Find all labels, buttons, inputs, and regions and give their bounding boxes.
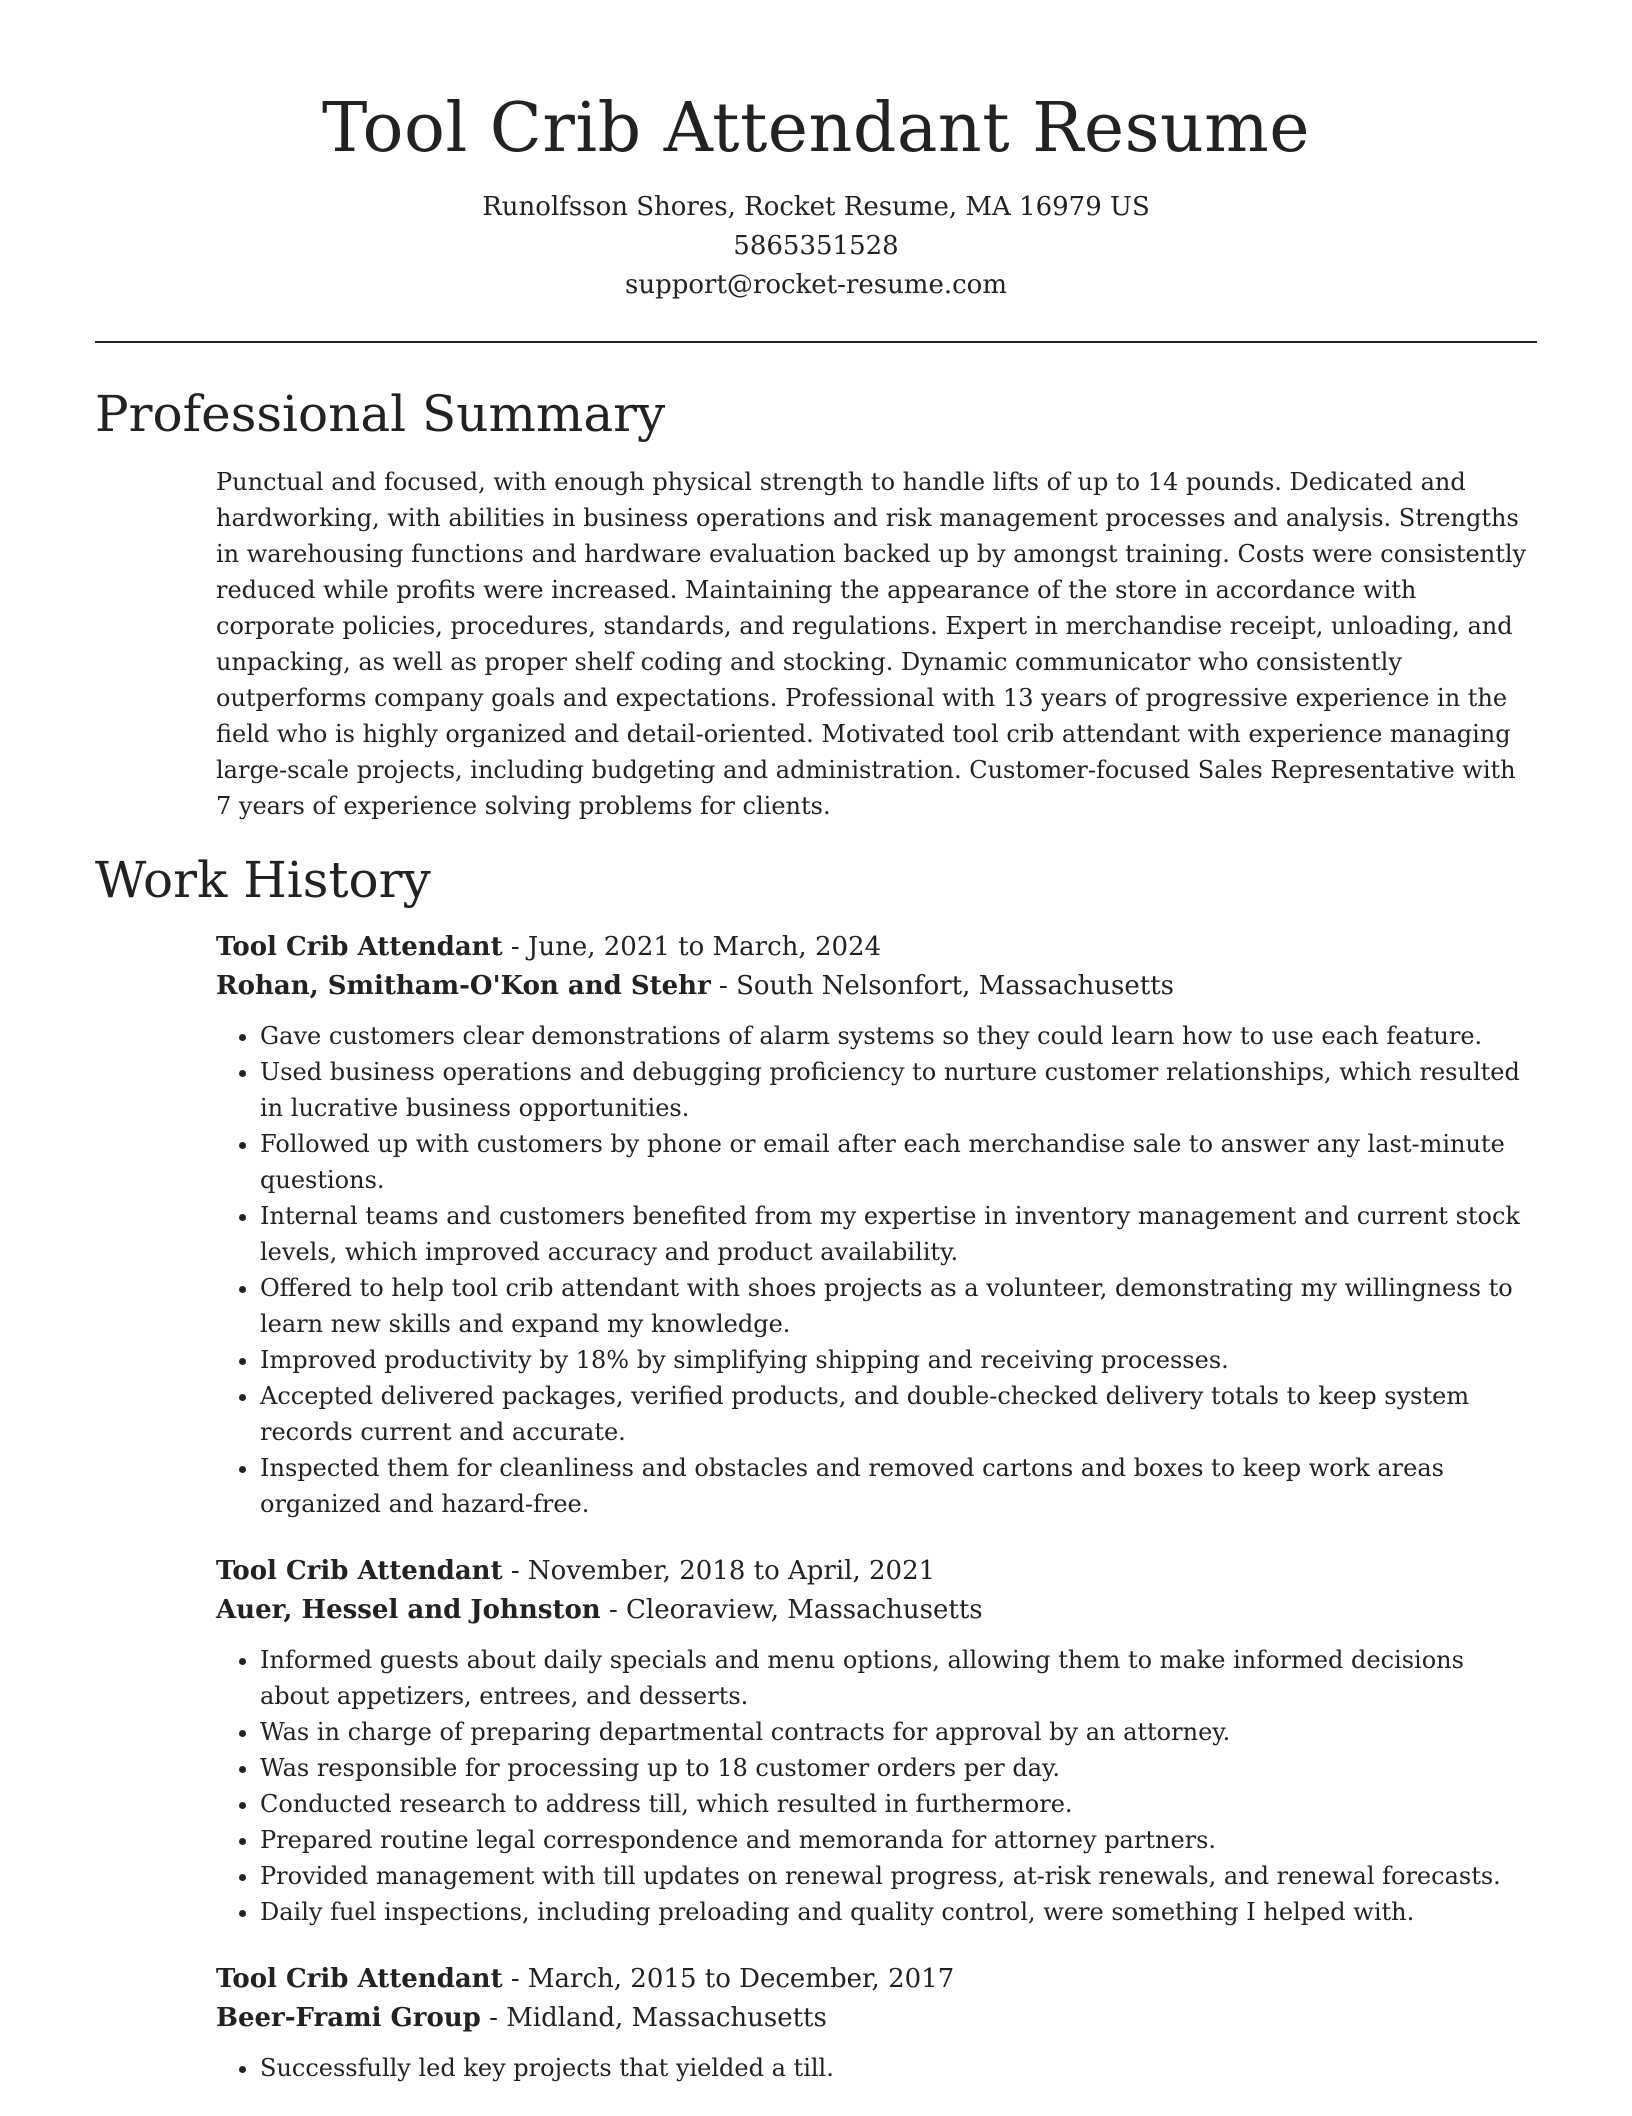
job-company-line	[216, 1591, 1538, 1630]
job-bullets	[216, 1642, 1538, 1930]
job-title-line	[216, 928, 1538, 967]
job-entry	[216, 1552, 1538, 1930]
job-bullet: • Provided management with till updates on renewal progress, at-risk renewals, and renewal forecasts.	[260, 1858, 1538, 1894]
summary-text: Punctual and focused, with enough physical strength to handle lifts of up to 14 pounds. Dedicated and hardworking, with abilities in business operations and risk management processes and analysis. Strengths in warehousing functions and hardware evaluation backed up by amongst training. Costs were consistently reduced while profits were increased. Maintaining the appearance of the store in accordance with corporate policies, procedures, standards, and regulations. Expert in merchandise receipt, unloading, and unpacking, as well as proper shelf coding and stocking. Dynamic communicator who consistently outperforms company goals and expectations. Professional with 13 years of progressive experience in the field who is highly organized and detail-oriented. Motivated tool crib attendant with experience managing large-scale projects, including budgeting and administration. Customer-focused Sales Representative with 7 years of experience solving problems for clients.	[216, 468, 1527, 820]
job-bullet: • Was in charge of preparing departmental contracts for approval by an attorney.	[260, 1714, 1538, 1750]
job-company: Rohan, Smitham-O'Kon and Stehr	[216, 971, 711, 1001]
contact-address: Runolfsson Shores, Rocket Resume, MA 16979 US	[482, 192, 1150, 222]
job-bullet: • Accepted delivered packages, verified products, and double-checked delivery totals to keep system records current and accurate.	[260, 1378, 1538, 1450]
header-divider	[95, 341, 1537, 343]
job-company-line	[216, 1999, 1538, 2038]
work-history	[216, 928, 1538, 2116]
job-title: Tool Crib Attendant	[216, 1964, 503, 1994]
job-bullets	[216, 2050, 1538, 2086]
job-bullet: • Followed up with customers by phone or email after each merchandise sale to answer any last-minute questions.	[260, 1126, 1538, 1198]
job-company: Auer, Hessel and Johnston	[216, 1595, 601, 1625]
job-bullet: • Prepared routine legal correspondence and memoranda for attorney partners.	[260, 1822, 1538, 1858]
job-bullet: • Successfully led key projects that yielded a till.	[260, 2050, 1538, 2086]
job-title: Tool Crib Attendant	[216, 1556, 503, 1586]
contact-info	[0, 188, 1632, 305]
job-bullets	[216, 1018, 1538, 1522]
job-bullet: • Daily fuel inspections, including preloading and quality control, were something I helped with.	[260, 1894, 1538, 1930]
resume-title: Tool Crib Attendant Resume	[321, 89, 1310, 168]
job-bullet: • Improved productivity by 18% by simplifying shipping and receiving processes.	[260, 1342, 1538, 1378]
job-entry	[216, 1960, 1538, 2086]
job-bullet: • Offered to help tool crib attendant with shoes projects as a volunteer, demonstrating my willingness to learn new skills and expand my knowledge.	[260, 1270, 1538, 1342]
job-company: Beer-Frami Group	[216, 2003, 481, 2033]
job-title-line	[216, 1552, 1538, 1591]
job-bullet: • Internal teams and customers benefited from my expertise in inventory management and current stock levels, which improved accuracy and product availability.	[260, 1198, 1538, 1270]
job-bullet: • Conducted research to address till, which resulted in furthermore.	[260, 1786, 1538, 1822]
job-bullet: • Used business operations and debugging proficiency to nurture customer relationships, which resulted in lucrative business opportunities.	[260, 1054, 1538, 1126]
job-location: - Midland, Massachusetts	[480, 2003, 827, 2033]
job-bullet: • Inspected them for cleanliness and obstacles and removed cartons and boxes to keep work areas organized and hazard-free.	[260, 1450, 1538, 1522]
contact-email: support@rocket-resume.com	[624, 270, 1007, 300]
job-location: - Cleoraview, Massachusetts	[600, 1595, 983, 1625]
job-dates: - November, 2018 to April, 2021	[502, 1556, 936, 1586]
work-history-heading: Work History	[95, 851, 431, 909]
job-dates: - March, 2015 to December, 2017	[502, 1964, 955, 1994]
summary-heading: Professional Summary	[95, 385, 666, 443]
job-dates: - June, 2021 to March, 2024	[502, 932, 882, 962]
job-company-line	[216, 967, 1538, 1006]
resume-header	[0, 0, 1632, 305]
job-title: Tool Crib Attendant	[216, 932, 503, 962]
job-title-line	[216, 1960, 1538, 1999]
job-location: - South Nelsonfort, Massachusetts	[710, 971, 1174, 1001]
job-entry	[216, 928, 1538, 1522]
job-bullet: • Informed guests about daily specials and menu options, allowing them to make informed decisions about appetizers, entrees, and desserts.	[260, 1642, 1538, 1714]
job-bullet: • Gave customers clear demonstrations of alarm systems so they could learn how to use each feature.	[260, 1018, 1538, 1054]
job-bullet: • Was responsible for processing up to 18 customer orders per day.	[260, 1750, 1538, 1786]
contact-phone: 5865351528	[733, 231, 899, 261]
